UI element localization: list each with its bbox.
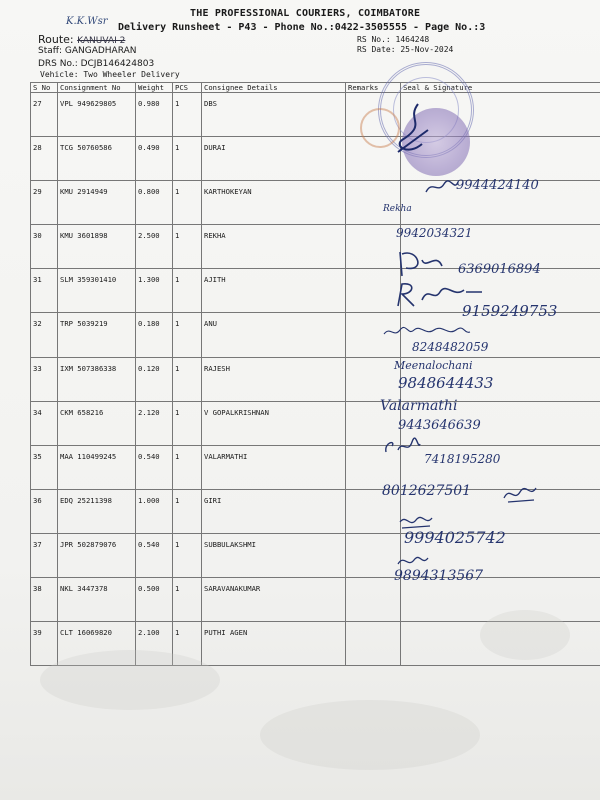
row-sno: 28 xyxy=(31,137,58,181)
row-weight: 0.540 xyxy=(136,533,173,577)
row-pcs: 1 xyxy=(173,269,202,313)
row-weight: 0.800 xyxy=(136,181,173,225)
row-remarks xyxy=(346,225,401,269)
row-pcs: 1 xyxy=(173,489,202,533)
drs-number: DRS No.: DCJB146424803 xyxy=(38,59,155,69)
row-consignment: NKL 3447378 xyxy=(58,578,136,622)
row-weight: 0.980 xyxy=(136,93,173,137)
handwritten-name-35: Valarmathi xyxy=(380,398,458,414)
col-weight: Weight xyxy=(136,83,173,93)
handwritten-phone-38: 9994025742 xyxy=(404,528,506,547)
row-pcs: 1 xyxy=(173,445,202,489)
row-consignee: SARAVANAKUMAR xyxy=(202,578,346,622)
vehicle-line: Vehicle: Two Wheeler Delivery xyxy=(40,70,180,79)
row-remarks xyxy=(346,181,401,225)
handwritten-name-34: Meenalochani xyxy=(394,359,473,372)
row-remarks xyxy=(346,533,401,577)
handwritten-phone-29: 9944424140 xyxy=(456,178,539,193)
row-sno: 36 xyxy=(31,489,58,533)
row-remarks xyxy=(346,578,401,622)
row-consignment: TCG 50760586 xyxy=(58,137,136,181)
row-consignment: VPL 949629805 xyxy=(58,93,136,137)
row-sno: 35 xyxy=(31,445,58,489)
table-row xyxy=(31,357,600,401)
row-pcs: 1 xyxy=(173,401,202,445)
row-consignee: PUTHI AGEN xyxy=(202,622,346,666)
row-weight: 2.500 xyxy=(136,225,173,269)
row-consignee: AJITH xyxy=(202,269,346,313)
col-seal-signature: Seal & Signature xyxy=(401,83,600,93)
paper-smudge xyxy=(260,700,480,770)
row-consignment: CKM 658216 xyxy=(58,401,136,445)
handwritten-phone-30: 9942034321 xyxy=(396,226,473,240)
row-consignment: TRP 5039219 xyxy=(58,313,136,357)
row-consignee: KARTHOKEYAN xyxy=(202,181,346,225)
table-row xyxy=(31,445,600,489)
handwritten-phone-31: 6369016894 xyxy=(458,262,541,277)
row-consignee: DBS xyxy=(202,93,346,137)
handwritten-phone-39: 9894313567 xyxy=(394,568,484,584)
rs-number: RS No.: 1464248 xyxy=(357,35,430,44)
handwritten-phone-35: 9443646639 xyxy=(398,418,481,433)
row-weight: 1.300 xyxy=(136,269,173,313)
row-consignment: CLT 16069820 xyxy=(58,622,136,666)
row-sno: 29 xyxy=(31,181,58,225)
row-consignee: GIRI xyxy=(202,489,346,533)
route-label: Route: xyxy=(38,33,74,46)
row-sno: 34 xyxy=(31,401,58,445)
table-header-row xyxy=(31,83,600,93)
route-value: KANUVAI 2 xyxy=(77,36,126,46)
signature-31 xyxy=(396,248,446,278)
handwritten-phone-32: 9159249753 xyxy=(462,302,558,320)
table-row xyxy=(31,93,600,137)
row-pcs: 1 xyxy=(173,622,202,666)
col-remarks: Remarks xyxy=(346,83,401,93)
row-consignment: EDQ 25211398 xyxy=(58,489,136,533)
route-line xyxy=(38,33,125,46)
row-consignee: V GOPALKRISHNAN xyxy=(202,401,346,445)
col-consignment: Consignment No xyxy=(58,83,136,93)
col-consignee: Consignee Details xyxy=(202,83,346,93)
row-sno: 32 xyxy=(31,313,58,357)
row-remarks xyxy=(346,357,401,401)
row-weight: 0.490 xyxy=(136,137,173,181)
paper-smudge xyxy=(480,610,570,660)
rs-date: RS Date: 25-Nov-2024 xyxy=(357,45,454,54)
row-sno: 38 xyxy=(31,578,58,622)
col-sno: S No xyxy=(31,83,58,93)
signature-29 xyxy=(424,178,460,196)
col-pcs: PCS xyxy=(173,83,202,93)
row-remarks xyxy=(346,269,401,313)
delivery-table xyxy=(30,82,600,666)
row-pcs: 1 xyxy=(173,357,202,401)
table-row xyxy=(31,401,600,445)
row-weight: 0.180 xyxy=(136,313,173,357)
paper-smudge xyxy=(40,650,220,710)
row-consignee: REKHA xyxy=(202,225,346,269)
row-pcs: 1 xyxy=(173,225,202,269)
row-pcs: 1 xyxy=(173,313,202,357)
row-consignment: JPR 502879076 xyxy=(58,533,136,577)
row-consignment: IXM 507386338 xyxy=(58,357,136,401)
handwritten-name-30: Rekha xyxy=(383,204,412,214)
row-pcs: 1 xyxy=(173,578,202,622)
row-sno: 31 xyxy=(31,269,58,313)
row-consignment: SLM 359301410 xyxy=(58,269,136,313)
table-row xyxy=(31,137,600,181)
row-remarks xyxy=(346,622,401,666)
handwritten-phone-37: 8012627501 xyxy=(382,483,472,499)
row-weight: 1.000 xyxy=(136,489,173,533)
handwritten-route-note: K.K.Wsr xyxy=(66,16,108,27)
row-weight: 0.500 xyxy=(136,578,173,622)
row-weight: 2.120 xyxy=(136,401,173,445)
handwritten-phone-36: 7418195280 xyxy=(424,452,501,466)
handwritten-phone-34: 9848644433 xyxy=(398,374,494,392)
row-consignee: VALARMATHI xyxy=(202,445,346,489)
row-consignment: KMU 3601898 xyxy=(58,225,136,269)
seal-signature-scribble xyxy=(388,100,436,160)
row-weight: 0.120 xyxy=(136,357,173,401)
signature-37 xyxy=(500,484,540,506)
row-sno: 30 xyxy=(31,225,58,269)
row-pcs: 1 xyxy=(173,181,202,225)
row-weight: 0.540 xyxy=(136,445,173,489)
row-consignee: RAJESH xyxy=(202,357,346,401)
row-sno: 27 xyxy=(31,93,58,137)
signature-33 xyxy=(382,324,472,340)
row-sno: 33 xyxy=(31,357,58,401)
table-row xyxy=(31,533,600,577)
row-consignment: KMU 2914949 xyxy=(58,181,136,225)
row-weight: 2.100 xyxy=(136,622,173,666)
row-consignee: ANU xyxy=(202,313,346,357)
row-consignee: SUBBULAKSHMI xyxy=(202,533,346,577)
row-consignee: DURAI xyxy=(202,137,346,181)
row-pcs: 1 xyxy=(173,137,202,181)
handwritten-phone-33: 8248482059 xyxy=(412,340,489,354)
runsheet-title: Delivery Runsheet - P43 - Phone No.:0422-3505555 - Page No.:3 xyxy=(118,22,486,33)
row-pcs: 1 xyxy=(173,93,202,137)
signature-36 xyxy=(382,436,422,458)
row-consignment: MAA 110499245 xyxy=(58,445,136,489)
row-sno: 39 xyxy=(31,622,58,666)
company-name: THE PROFESSIONAL COURIERS, COIMBATORE xyxy=(190,8,421,19)
row-sno: 37 xyxy=(31,533,58,577)
row-pcs: 1 xyxy=(173,533,202,577)
staff-line: Staff: GANGADHARAN xyxy=(38,46,137,56)
